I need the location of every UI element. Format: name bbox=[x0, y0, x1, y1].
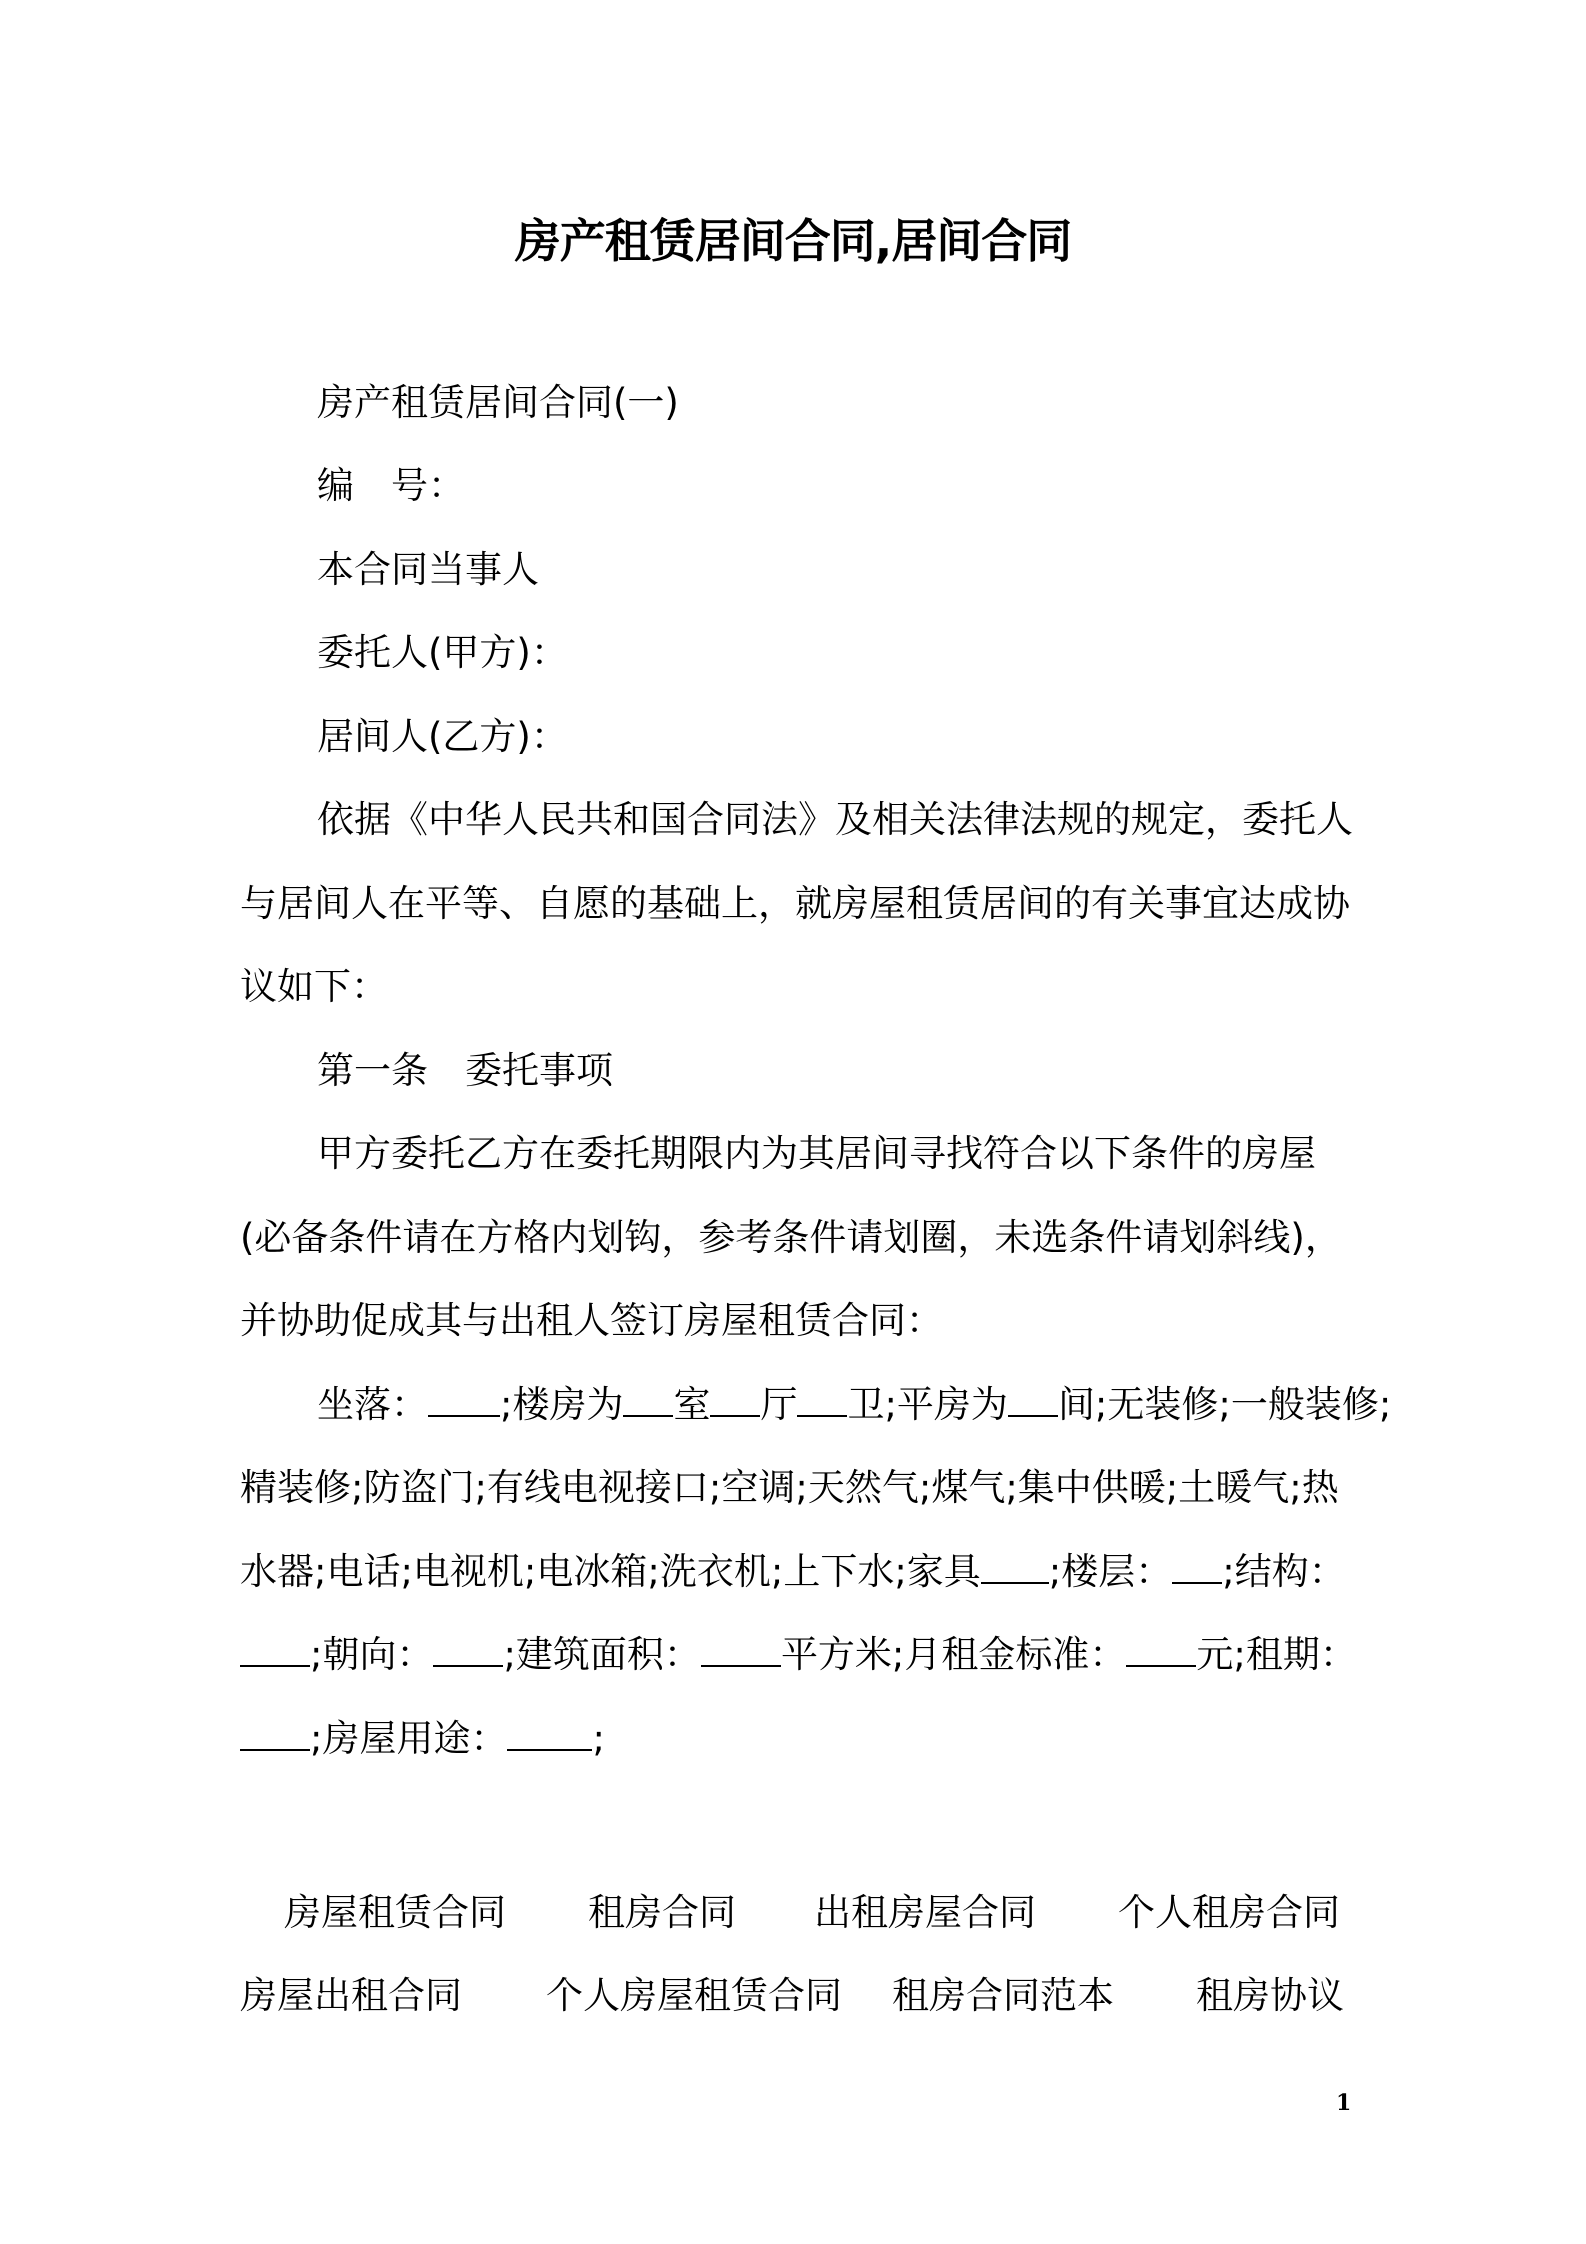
bungalow-rooms-blank bbox=[1008, 1381, 1058, 1417]
conditions-line-1 bbox=[317, 1380, 1391, 1430]
party-b-label: 居间人(乙方)： bbox=[317, 715, 568, 758]
term-blank bbox=[240, 1715, 310, 1751]
keyword-link[interactable]: 房屋租赁合同 bbox=[284, 1891, 506, 1934]
floor-label: ;楼层： bbox=[1048, 1550, 1173, 1593]
page-number: 1 bbox=[1336, 2090, 1352, 2116]
location-blank bbox=[428, 1381, 500, 1417]
article-1-line-1: 甲方委托乙方在委托期限内为其居间寻找符合以下条件的房屋 bbox=[317, 1132, 1316, 1175]
orientation-label: ;朝向： bbox=[310, 1633, 434, 1676]
usage-end: ; bbox=[592, 1717, 605, 1760]
article-1-line-2: (必备条件请在方格内划钩，参考条件请划圈，未选条件请划斜线)， bbox=[240, 1216, 1342, 1259]
preamble-line-2: 与居间人在平等、自愿的基础上，就房屋租赁居间的有关事宜达成协 bbox=[240, 882, 1350, 925]
conditions-line-3 bbox=[240, 1547, 1346, 1597]
building-label: ;楼房为 bbox=[500, 1383, 624, 1426]
keyword-link[interactable]: 个人房屋租赁合同 bbox=[546, 1974, 842, 2017]
rent-blank bbox=[1126, 1631, 1196, 1667]
rooms-blank bbox=[623, 1381, 673, 1417]
usage-label: ;房屋用途： bbox=[310, 1717, 508, 1760]
keyword-link[interactable]: 租房合同 bbox=[588, 1891, 736, 1934]
serial-number-label: 编 号： bbox=[317, 464, 465, 507]
location-label: 坐落： bbox=[317, 1383, 428, 1426]
rent-label: 平方米;月租金标准： bbox=[780, 1633, 1127, 1676]
decoration-options: 间;无装修;一般装修; bbox=[1057, 1383, 1392, 1426]
preamble-line-3: 议如下： bbox=[240, 965, 388, 1008]
area-label: ;建筑面积： bbox=[503, 1633, 701, 1676]
term-label: 元;租期： bbox=[1196, 1633, 1357, 1676]
hall-label: 厅 bbox=[760, 1383, 798, 1426]
furniture-blank bbox=[981, 1548, 1049, 1584]
room-label: 室 bbox=[673, 1383, 711, 1426]
usage-blank bbox=[507, 1715, 592, 1751]
article-1-line-3: 并协助促成其与出租人签订房屋租赁合同： bbox=[240, 1299, 943, 1342]
halls-blank bbox=[710, 1381, 760, 1417]
keyword-row-1 bbox=[0, 1888, 1586, 1938]
structure-label: ;结构： bbox=[1222, 1550, 1346, 1593]
document-title: 房产租赁居间合同,居间合同 bbox=[514, 214, 1072, 268]
contract-subtitle: 房产租赁居间合同(一) bbox=[317, 381, 679, 424]
article-1-heading: 第一条 委托事项 bbox=[317, 1049, 613, 1092]
keyword-link[interactable]: 出租房屋合同 bbox=[814, 1891, 1036, 1934]
keyword-link[interactable]: 租房合同范本 bbox=[892, 1974, 1114, 2017]
bath-bungalow-label: 卫;平房为 bbox=[847, 1383, 1008, 1426]
appliances-label: 水器;电话;电视机;电冰箱;洗衣机;上下水;家具 bbox=[240, 1550, 981, 1593]
structure-blank bbox=[240, 1631, 310, 1667]
area-blank bbox=[701, 1631, 781, 1667]
conditions-line-2: 精装修;防盗门;有线电视接口;空调;天然气;煤气;集中供暖;土暖气;热 bbox=[240, 1466, 1339, 1509]
parties-heading: 本合同当事人 bbox=[317, 548, 539, 591]
baths-blank bbox=[797, 1381, 847, 1417]
keyword-link[interactable]: 个人租房合同 bbox=[1118, 1891, 1340, 1934]
preamble-line-1: 依据《中华人民共和国合同法》及相关法律法规的规定，委托人 bbox=[317, 798, 1353, 841]
keyword-link[interactable]: 房屋出租合同 bbox=[240, 1974, 462, 2017]
party-a-label: 委托人(甲方)： bbox=[317, 631, 568, 674]
conditions-line-4 bbox=[240, 1630, 1357, 1680]
keyword-link[interactable]: 租房协议 bbox=[1196, 1974, 1344, 2017]
keyword-row-2 bbox=[0, 1971, 1586, 2021]
conditions-line-5 bbox=[240, 1714, 605, 1764]
orientation-blank bbox=[433, 1631, 503, 1667]
floor-blank bbox=[1172, 1548, 1222, 1584]
